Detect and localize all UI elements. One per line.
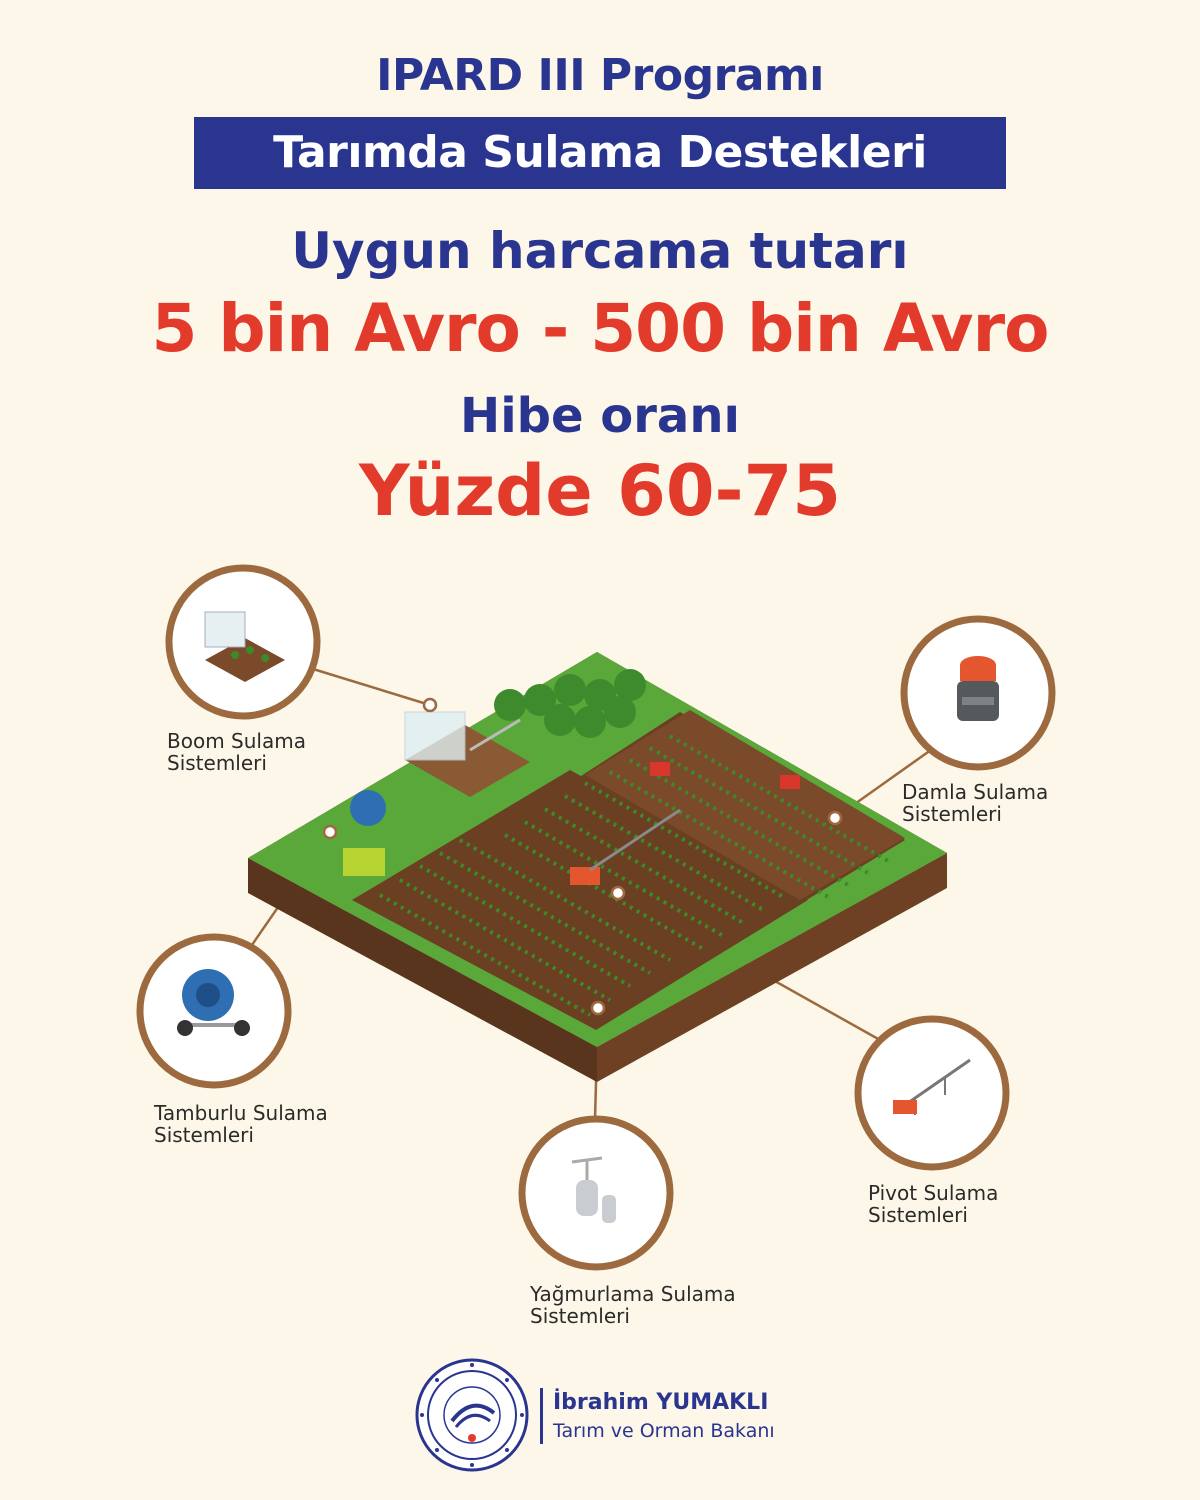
label-damla: Damla Sulama Sistemleri	[902, 780, 1049, 826]
minister-name: İbrahim YUMAKLI	[553, 1390, 769, 1415]
minister-title: Tarım ve Orman Bakanı	[553, 1420, 775, 1442]
drip-emitter-icon	[904, 619, 1052, 767]
grant-value: Yüzde 60-75	[358, 450, 841, 532]
farm-illustration	[0, 540, 1200, 1370]
ministry-seal-icon	[412, 1355, 532, 1475]
sprinkler-icon	[522, 1119, 670, 1267]
label-yagmurlama: Yağmurlama Sulama Sistemleri	[530, 1282, 736, 1328]
footer-divider	[540, 1388, 543, 1444]
grant-label: Hibe oranı	[460, 388, 740, 444]
expense-label: Uygun harcama tutarı	[291, 222, 909, 280]
hose-reel-icon	[140, 937, 288, 1085]
expense-value: 5 bin Avro - 500 bin Avro	[151, 290, 1049, 367]
label-pivot: Pivot Sulama Sistemleri	[868, 1181, 999, 1227]
pivot-irrigator-icon	[858, 1019, 1006, 1167]
subtitle-band: Tarımda Sulama Destekleri	[194, 117, 1006, 189]
label-tamburlu: Tamburlu Sulama Sistemleri	[154, 1101, 328, 1147]
greenhouse-icon	[169, 568, 317, 716]
program-title: IPARD III Programı	[376, 50, 824, 101]
label-boom: Boom Sulama Sistemleri	[167, 729, 306, 775]
